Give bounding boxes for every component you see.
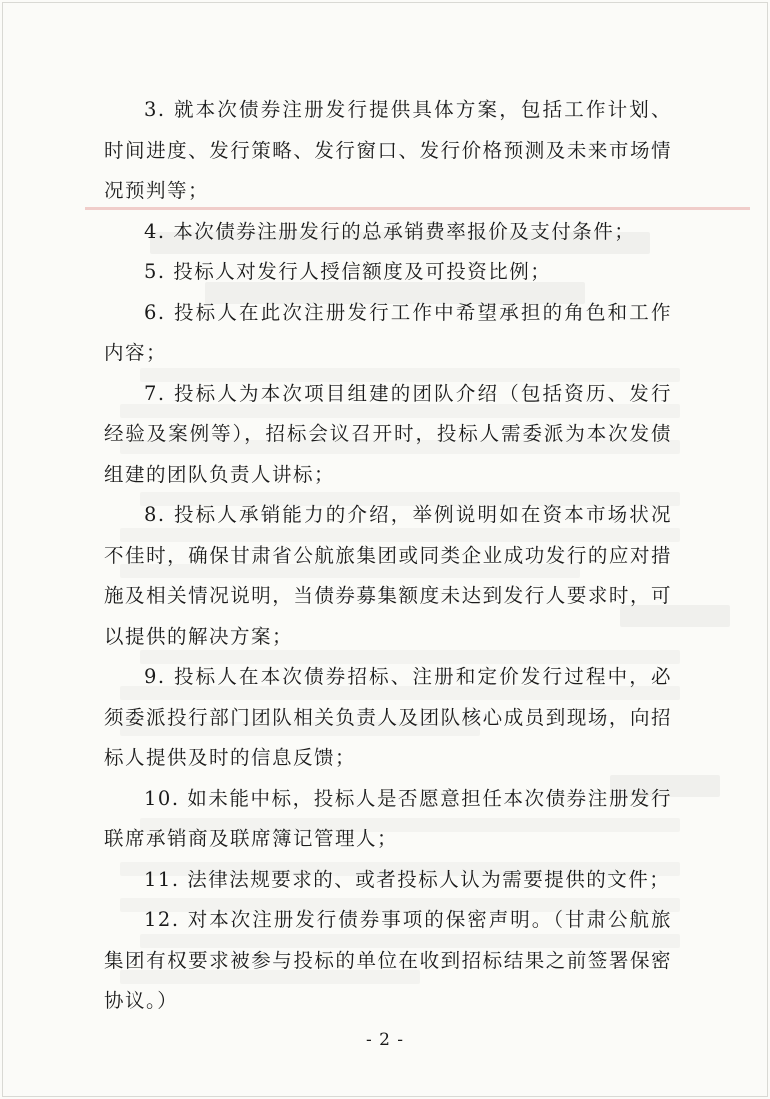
list-item-12: 12. 对本次注册发行债券事项的保密声明。（甘肃公航旅集团有权要求被参与投标的单位在收到招标结果之前签署保密协议。） [104,908,672,1012]
list-item-10: 10. 如未能中标，投标人是否愿意担任本次债券注册发行联席承销商及联席簿记管理人； [104,786,672,850]
list-item-7: 7. 投标人为本次项目组建的团队介绍（包括资历、发行经验及案例等），招标会议召开时，投标人需委派为本次发债组建的团队负责人讲标； [104,381,672,486]
list-item-8: 8. 投标人承销能力的介绍，举例说明如在资本市场状况不佳时，确保甘肃省公航旅集团或同类企业成功发行的应对措施及相关情况说明，当债券募集额度未达到发行人要求时，可以提供的解决方案； [104,503,672,648]
list-item-9: 9. 投标人在本次债券招标、注册和定价发行过程中，必须委派投行部门团队相关负责人及团队核心成员到现场，向招标人提供及时的信息反馈； [104,665,672,769]
list-item-5: 5. 投标人对发行人授信额度及可投资比例； [144,260,552,283]
page-number: - 2 - [365,1030,405,1050]
list-item-3: 3. 就本次债券注册发行提供具体方案，包括工作计划、时间进度、发行策略、发行窗口、发行价格预测及未来市场情况预判等； [104,98,672,202]
list-item-4: 4. 本次债券注册发行的总承销费率报价及支付条件； [144,219,636,243]
list-item-11: 11. 法律法规要求的、或者投标人认为需要提供的文件； [144,867,671,891]
document-body [104,90,672,1022]
list-item-6: 6. 投标人在此次注册发行工作中希望承担的角色和工作内容； [104,300,672,364]
